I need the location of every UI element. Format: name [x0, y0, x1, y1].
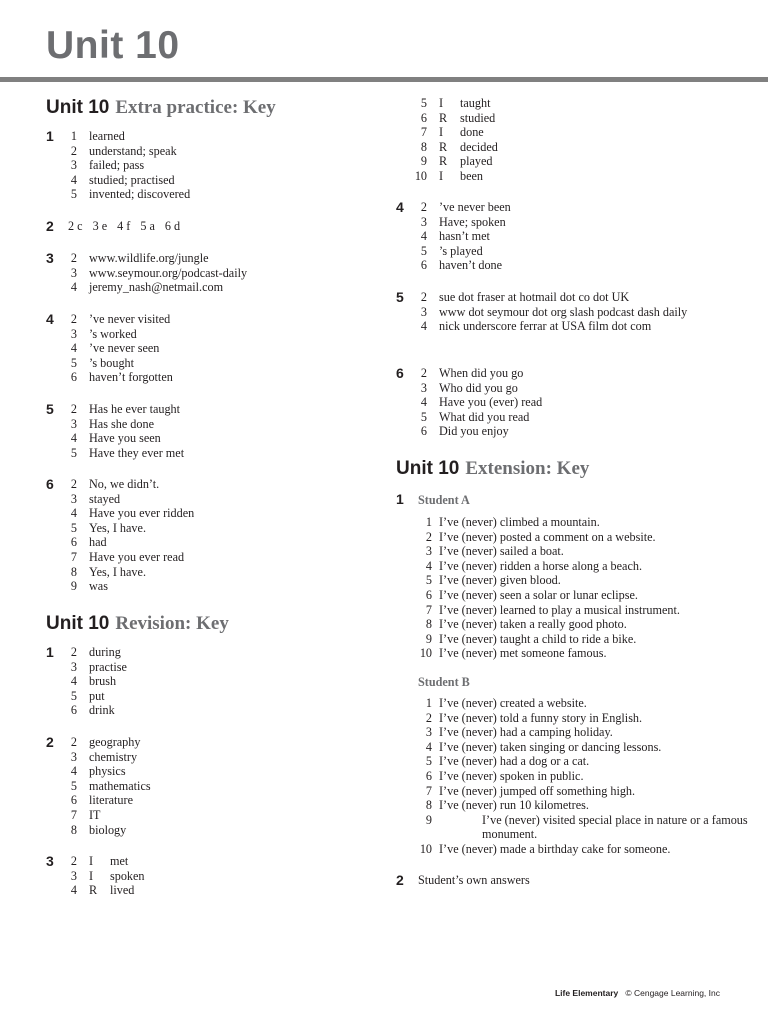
item-number: 5	[70, 187, 77, 202]
answer-text: I’ve (never) had a dog or a cat.	[439, 754, 590, 769]
answer-row	[46, 535, 376, 550]
answer-text: been	[460, 168, 484, 183]
answer-row	[396, 603, 746, 618]
page-title: Unit 10	[46, 24, 180, 67]
item-number: 8	[70, 822, 77, 837]
answer-text: Have you ever ridden	[89, 506, 195, 521]
item-number: 4	[70, 341, 77, 356]
inline-answers	[68, 219, 190, 234]
answer-text: Have; spoken	[439, 214, 506, 229]
item-number: 6	[70, 535, 77, 550]
item-number: 6	[70, 793, 77, 808]
answer-text: during	[89, 645, 121, 659]
answer-row	[46, 735, 376, 750]
item-number: 8	[425, 798, 432, 813]
inline-answer: 4 f	[117, 219, 131, 233]
answer-row	[46, 550, 376, 565]
item-number: 4	[70, 764, 77, 779]
item-number: 5	[70, 520, 77, 535]
answer-row	[396, 711, 746, 726]
answer-text: mathematics	[89, 778, 151, 793]
item-number: 2	[425, 529, 432, 544]
answer-text: No, we didn’t.	[89, 477, 160, 491]
answer-row	[46, 492, 376, 507]
answer-text: Have you seen	[89, 431, 161, 446]
title-divider	[0, 77, 768, 82]
item-number: 8	[425, 617, 432, 632]
answer-text: was	[89, 579, 108, 594]
answer-text: Have they ever met	[89, 445, 185, 460]
answer-row	[396, 754, 746, 769]
item-number: 10	[419, 841, 432, 856]
answer-row	[396, 381, 746, 396]
answer-text: played	[460, 154, 493, 169]
item-number: 1	[70, 129, 77, 143]
answer-text: I’ve (never) climbed a mountain.	[439, 515, 600, 529]
answer-row	[396, 140, 746, 155]
answer-text: stayed	[89, 491, 121, 506]
answer-text: What did you read	[439, 409, 530, 424]
item-number: 3	[425, 725, 432, 740]
exercise-number: 5	[46, 401, 54, 417]
revision-exercise-6	[396, 366, 746, 439]
answer-row	[46, 370, 376, 385]
heading-unit: Unit 10	[46, 613, 110, 634]
item-number: 3	[420, 380, 427, 395]
student-b-list	[396, 696, 746, 857]
exercise-number: 1	[46, 128, 54, 144]
answer-text: hasn’t met	[439, 229, 490, 244]
answer-text: ’s worked	[89, 326, 137, 341]
answer-text: jeremy_nash@netmail.com	[89, 280, 224, 295]
item-number: 5	[425, 573, 432, 588]
answer-row	[396, 769, 746, 784]
answer-row	[396, 842, 746, 857]
item-number: 5	[425, 754, 432, 769]
item-number: 2	[425, 710, 432, 725]
answer-row	[396, 725, 746, 740]
answer-row	[396, 798, 746, 813]
item-number: 7	[425, 602, 432, 617]
answer-row	[396, 305, 746, 320]
answer-text: I’ve (never) made a birthday cake for someone.	[439, 841, 671, 856]
answer-text: taught	[460, 96, 491, 110]
answer-row	[396, 588, 746, 603]
answer-row	[46, 144, 376, 159]
answer-text: literature	[89, 793, 133, 808]
exercise-number: 6	[46, 476, 54, 492]
item-number: 2	[70, 143, 77, 158]
extra-practice-exercise-5	[46, 402, 376, 460]
exercise-number: 3	[46, 250, 54, 266]
item-mark: R	[439, 154, 448, 169]
page-footer	[555, 988, 720, 998]
exercise-number: 3	[46, 853, 54, 869]
exercise-number: 2	[46, 218, 54, 234]
item-number: 9	[425, 631, 432, 646]
revision-exercise-1	[46, 645, 376, 718]
item-mark: R	[89, 883, 98, 898]
answer-row	[396, 424, 746, 439]
answer-row	[46, 854, 376, 869]
item-mark: I	[89, 868, 94, 883]
answer-text: put	[89, 688, 105, 703]
answer-text: When did you go	[439, 366, 524, 380]
item-number: 5	[420, 96, 427, 110]
answer-row	[396, 96, 746, 111]
answer-row	[396, 125, 746, 140]
item-number: 2	[420, 200, 427, 214]
extra-practice-heading	[46, 94, 276, 120]
item-number: 5	[420, 409, 427, 424]
inline-answer: 6 d	[164, 219, 181, 233]
answer-text: I’ve (never) sailed a boat.	[439, 544, 564, 559]
item-number: 10	[414, 168, 427, 183]
answer-text: I’ve (never) given blood.	[439, 573, 561, 588]
answer-row	[46, 251, 376, 266]
answer-text: chemistry	[89, 749, 138, 764]
answer-row	[396, 813, 746, 842]
answer-text: done	[460, 125, 484, 140]
item-mark: R	[439, 110, 448, 125]
revision-exercise-3-continued	[396, 96, 746, 184]
answer-text: practise	[89, 659, 127, 674]
answer-text: Have you ever read	[89, 549, 185, 564]
heading-unit: Unit 10	[46, 97, 110, 118]
answer-row	[46, 645, 376, 660]
item-number: 6	[420, 110, 427, 125]
footer-book-title: Life Elementary	[554, 988, 619, 998]
item-number: 1	[425, 515, 432, 529]
answer-text: www.wildlife.org/jungle	[89, 251, 209, 265]
answer-row	[46, 280, 376, 295]
item-number: 8	[70, 564, 77, 579]
answer-text: sue dot fraser at hotmail dot co dot UK	[439, 290, 630, 304]
answer-row	[46, 779, 376, 794]
answer-text: biology	[89, 822, 127, 837]
item-number: 2	[70, 854, 77, 868]
answer-text: studied	[460, 110, 496, 125]
answer-row	[396, 740, 746, 755]
item-number: 2	[70, 645, 77, 659]
answer-text: Yes, I have.	[89, 564, 146, 579]
answer-text: spoken	[110, 868, 145, 883]
item-number: 2	[70, 402, 77, 416]
answer-row	[396, 111, 746, 126]
answer-row	[396, 395, 746, 410]
exercise-number: 1	[396, 491, 404, 507]
answer-text: I’ve (never) jumped off something high.	[439, 783, 636, 798]
answer-row	[396, 244, 746, 259]
answer-row	[396, 366, 746, 381]
answer-row	[46, 808, 376, 823]
answer-row	[46, 703, 376, 718]
answer-text: drink	[89, 703, 115, 718]
answer-row	[46, 579, 376, 594]
item-number: 5	[420, 243, 427, 258]
exercise-number: 4	[396, 199, 404, 215]
item-number: 7	[425, 783, 432, 798]
item-number: 3	[70, 491, 77, 506]
extra-practice-exercise-3	[46, 251, 376, 295]
answer-text: met	[110, 854, 129, 868]
answer-row	[46, 341, 376, 356]
extension-heading	[396, 455, 589, 481]
answer-text: had	[89, 535, 107, 550]
answer-row	[46, 883, 376, 898]
item-number: 4	[425, 739, 432, 754]
answer-text: studied; practised	[89, 172, 175, 187]
exercise-number: 5	[396, 289, 404, 305]
item-number: 7	[70, 549, 77, 564]
student-a-label: Student A	[418, 493, 470, 507]
footer-copyright: © Cengage Learning, Inc	[625, 988, 720, 998]
answer-row	[46, 266, 376, 281]
answer-row	[46, 312, 376, 327]
answer-text: I’ve (never) met someone famous.	[439, 646, 607, 661]
answer-row	[46, 506, 376, 521]
inline-answer: 2 c	[68, 219, 83, 233]
item-mark: I	[89, 854, 94, 868]
answer-row	[396, 515, 746, 530]
item-number: 6	[70, 370, 77, 385]
item-number: 3	[420, 214, 427, 229]
heading-unit: Unit 10	[396, 458, 460, 479]
item-number: 2	[70, 312, 77, 326]
answer-row	[46, 660, 376, 675]
item-number: 6	[420, 424, 427, 439]
item-number: 8	[420, 139, 427, 154]
answer-text: geography	[89, 735, 141, 749]
answer-row	[396, 573, 746, 588]
answer-text: Yes, I have.	[89, 520, 146, 535]
item-number: 4	[420, 395, 427, 410]
item-number: 4	[70, 431, 77, 446]
item-number: 3	[70, 749, 77, 764]
item-number: 3	[70, 265, 77, 280]
answer-row	[46, 869, 376, 884]
answer-text: ’s bought	[89, 355, 135, 370]
answer-text: failed; pass	[89, 158, 145, 173]
answer-text: learned	[89, 129, 125, 143]
extra-practice-exercise-4	[46, 312, 376, 385]
answer-text: www dot seymour dot org slash podcast dash daily	[439, 304, 688, 319]
answer-row	[46, 446, 376, 461]
exercise-number: 6	[396, 365, 404, 381]
revision-exercise-4	[396, 200, 746, 273]
answer-row	[46, 356, 376, 371]
answer-row	[46, 187, 376, 202]
answer-row	[46, 521, 376, 536]
answer-row	[396, 319, 746, 334]
item-number: 5	[70, 778, 77, 793]
item-number: 3	[70, 326, 77, 341]
answer-row	[396, 290, 746, 305]
answer-text: haven’t forgotten	[89, 370, 173, 385]
answer-text: ’ve never visited	[89, 312, 171, 326]
answer-row	[46, 327, 376, 342]
item-number: 1	[425, 696, 432, 710]
answer-row	[46, 565, 376, 580]
answer-text: I’ve (never) taken singing or dancing lessons.	[439, 739, 662, 754]
answer-row	[396, 784, 746, 799]
answer-text: I’ve (never) taught a child to ride a bike.	[439, 631, 637, 646]
answer-text: I’ve (never) told a funny story in English.	[439, 710, 643, 725]
answer-row	[396, 873, 746, 888]
answer-row	[46, 402, 376, 417]
answer-text: I’ve (never) visited special place in nature or a famous monument.	[482, 812, 748, 842]
answer-text: IT	[89, 807, 101, 822]
answer-text: decided	[460, 139, 498, 154]
item-mark: I	[439, 96, 444, 110]
item-number: 3	[70, 158, 77, 173]
answer-text: I’ve (never) run 10 kilometres.	[439, 798, 589, 813]
item-number: 3	[70, 659, 77, 674]
answer-row	[396, 696, 746, 711]
item-number: 6	[420, 258, 427, 273]
answer-row	[46, 477, 376, 492]
answer-text: haven’t done	[439, 258, 503, 273]
answer-row	[396, 646, 746, 661]
answer-text: brush	[89, 674, 117, 689]
item-number: 3	[425, 544, 432, 559]
heading-key: Revision: Key	[115, 613, 229, 634]
answer-row	[46, 750, 376, 765]
item-number: 2	[70, 735, 77, 749]
inline-answer: 3 e	[92, 219, 108, 233]
answer-text: I’ve (never) seen a solar or lunar eclipse.	[439, 587, 638, 602]
answer-text: I’ve (never) ridden a horse along a beach.	[439, 558, 643, 573]
item-mark: I	[439, 168, 444, 183]
answer-row	[396, 617, 746, 632]
answer-row	[396, 154, 746, 169]
item-number: 6	[70, 703, 77, 718]
answer-text: physics	[89, 764, 126, 779]
item-number: 4	[70, 883, 77, 898]
item-number: 2	[70, 477, 77, 491]
item-number: 4	[425, 558, 432, 573]
answer-row	[46, 823, 376, 838]
item-mark: R	[439, 139, 448, 154]
answer-text: www.seymour.org/podcast-daily	[89, 265, 248, 280]
answer-text: ’ve never been	[439, 200, 511, 214]
item-number: 2	[420, 290, 427, 304]
answer-text: Who did you go	[439, 380, 518, 395]
revision-heading	[46, 610, 229, 636]
answer-row	[46, 431, 376, 446]
answer-row	[46, 793, 376, 808]
answer-row	[396, 544, 746, 559]
item-number: 6	[425, 587, 432, 602]
item-number: 9	[70, 579, 77, 594]
item-number: 2	[70, 251, 77, 265]
item-number: 9	[420, 154, 427, 169]
revision-exercise-2	[46, 735, 376, 837]
answer-text: nick underscore ferrar at USA film dot com	[439, 319, 652, 334]
revision-exercise-3	[46, 854, 376, 898]
extension-exercise-2	[396, 873, 746, 888]
item-number: 4	[70, 172, 77, 187]
answer-text: I’ve (never) posted a comment on a website.	[439, 529, 656, 544]
answer-row	[396, 632, 746, 647]
item-number: 7	[70, 807, 77, 822]
answer-row	[46, 764, 376, 779]
answer-text: Has she done	[89, 416, 154, 431]
answer-row	[396, 200, 746, 215]
exercise-number: 2	[396, 872, 404, 888]
student-a-list	[396, 515, 746, 661]
heading-key: Extra practice: Key	[115, 97, 276, 118]
answer-text: I’ve (never) learned to play a musical instrument.	[439, 602, 680, 617]
exercise-number: 4	[46, 311, 54, 327]
answer-row	[46, 674, 376, 689]
answer-text: I’ve (never) spoken in public.	[439, 768, 584, 783]
answer-text: Student’s own answers	[418, 873, 530, 887]
answer-row	[46, 158, 376, 173]
answer-text: invented; discovered	[89, 187, 191, 202]
item-number: 5	[70, 445, 77, 460]
answer-row	[396, 530, 746, 545]
item-number: 7	[420, 125, 427, 140]
answer-text: I’ve (never) taken a really good photo.	[439, 617, 627, 632]
item-number: 3	[70, 416, 77, 431]
item-number: 10	[419, 646, 432, 661]
answer-text: understand; speak	[89, 143, 177, 158]
answer-text: ’s played	[439, 243, 483, 258]
item-number: 4	[70, 506, 77, 521]
answer-row	[396, 258, 746, 273]
item-number: 2	[420, 366, 427, 380]
answer-row	[396, 169, 746, 184]
answer-text: Have you (ever) read	[439, 395, 543, 410]
answer-text: I’ve (never) created a website.	[439, 696, 587, 710]
item-number: 4	[420, 319, 427, 334]
item-mark: I	[439, 125, 444, 140]
item-number: 6	[425, 768, 432, 783]
answer-text: Did you enjoy	[439, 424, 509, 439]
heading-key: Extension: Key	[465, 458, 590, 479]
item-number: 3	[420, 304, 427, 319]
inline-answer: 5 a	[140, 219, 155, 233]
answer-text: lived	[110, 883, 135, 898]
answer-text: Has he ever taught	[89, 402, 181, 416]
extra-practice-exercise-1	[46, 129, 376, 202]
item-number: 4	[70, 280, 77, 295]
answer-row	[46, 417, 376, 432]
item-number: 4	[70, 674, 77, 689]
item-number: 4	[420, 229, 427, 244]
student-b-label: Student B	[418, 675, 470, 689]
answer-row	[396, 229, 746, 244]
answer-row	[396, 215, 746, 230]
item-number: 9	[425, 812, 432, 827]
item-number: 5	[70, 688, 77, 703]
answer-row	[46, 173, 376, 188]
answer-text: ’ve never seen	[89, 341, 160, 356]
answer-row	[46, 129, 376, 144]
answer-text: I’ve (never) had a camping holiday.	[439, 725, 613, 740]
answer-row	[46, 689, 376, 704]
exercise-number: 2	[46, 734, 54, 750]
revision-exercise-5	[396, 290, 746, 334]
exercise-number: 1	[46, 644, 54, 660]
extra-practice-exercise-6	[46, 477, 376, 594]
answer-row	[396, 410, 746, 425]
answer-row	[396, 559, 746, 574]
item-number: 5	[70, 355, 77, 370]
item-number: 3	[70, 868, 77, 883]
